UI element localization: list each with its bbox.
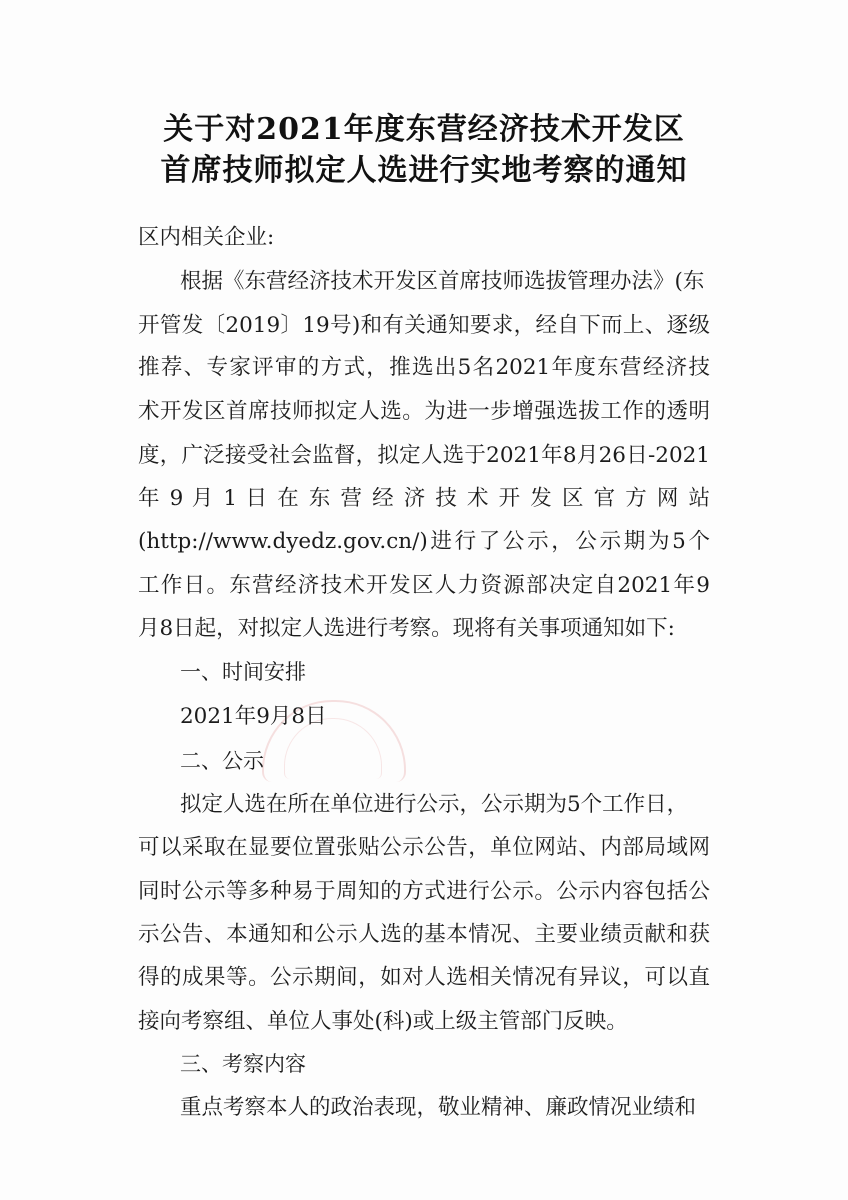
document-title-line-1: 关于对2021年度东营经济技术开发区 (163, 112, 685, 147)
paragraph1-line: 开管发〔2019〕19号)和有关通知要求，经自下而上、逐级 (138, 313, 710, 338)
paragraph2-line: 得的成果等。公示期间，如对人选相关情况有异议，可以直 (138, 965, 710, 990)
paragraph3-line: 重点考察本人的政治表现，敬业精神、廉政情况业绩和 (180, 1095, 697, 1120)
section-heading-schedule: 一、时间安排 (180, 660, 306, 684)
section-heading-publicity: 二、公示 (180, 749, 264, 773)
paragraph1-line: 月8日起，对拟定人选进行考察。现将有关事项通知如下: (138, 616, 675, 641)
salutation: 区内相关企业: (138, 225, 275, 250)
paragraph1-line: 年 9 月 1 日 在 东 营 经 济 技 术 开 发 区 官 方 网 站 (138, 486, 710, 511)
paragraph2-line: 接向考察组、单位人事处(科)或上级主管部门反映。 (138, 1009, 628, 1034)
paragraph1-line: 推荐、专家评审的方式，推选出5名2021年度东营经济技 (138, 355, 710, 380)
paragraph1-line: 度，广泛接受社会监督，拟定人选于2021年8月26日-2021 (138, 443, 710, 468)
paragraph1-line: (http://www.dyedz.gov.cn/)进行了公示，公示期为5个 (138, 529, 710, 554)
paragraph1-line: 工作日。东营经济技术开发区人力资源部决定自2021年9 (138, 573, 710, 598)
section-heading-content: 三、考察内容 (180, 1052, 306, 1076)
paragraph1-line: 术开发区首席技师拟定人选。为进一步增强选拔工作的透明 (138, 399, 710, 424)
paragraph2-line: 示公告、本通知和公示人选的基本情况、主要业绩贡献和获 (138, 922, 710, 947)
paragraph1-line: 根据《东营经济技术开发区首席技师选拔管理办法》(东 (180, 269, 705, 294)
schedule-date: 2021年9月8日 (180, 704, 327, 729)
paragraph2-line: 拟定人选在所在单位进行公示，公示期为5个工作日， (180, 792, 689, 817)
document-title-line-2: 首席技师拟定人选进行实地考察的通知 (160, 153, 688, 188)
paragraph2-line: 可以采取在显要位置张贴公示公告，单位网站、内部局域网 (138, 835, 710, 860)
paragraph2-line: 同时公示等多种易于周知的方式进行公示。公示内容包括公 (138, 879, 710, 904)
